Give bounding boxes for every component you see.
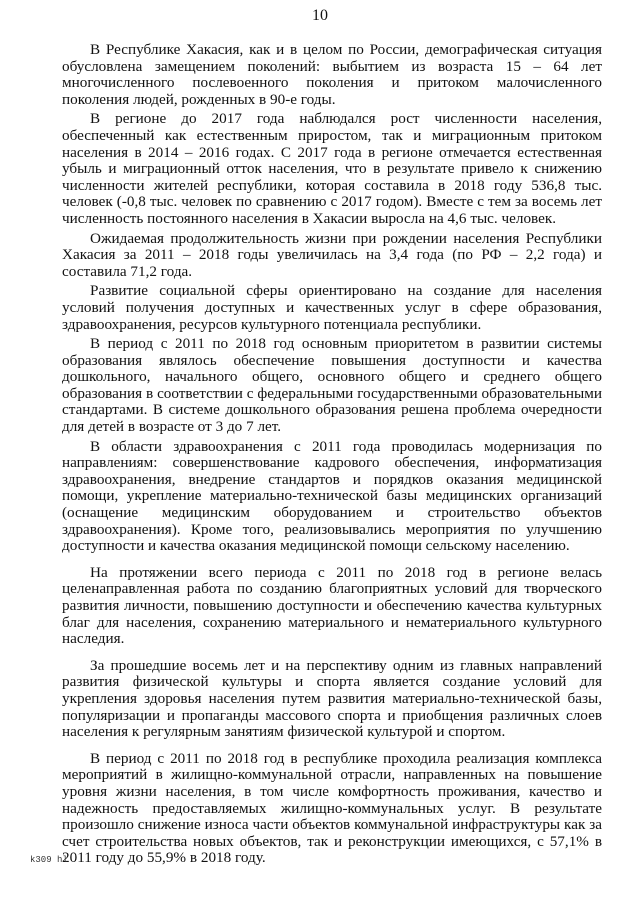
page-number: 10 bbox=[312, 7, 328, 24]
paragraph-population: В регионе до 2017 года наблюдался рост численности населения, обеспеченный как естественным приростом, так и миграционным притоком населения в 2014 – 2016 годах. С 2017 года в регионе отмечается естественная убыль и миграционный отток населения, что в результате привело к снижению численности жителей республики, которая составила в 2018 году 536,8 тыс. человек (-0,8 тыс. человек по сравнению с 2017 годом). Вместе с тем за восемь лет численность постоянного населения в Хакасии выросла на 4,6 тыс. человек. bbox=[62, 110, 602, 227]
document-code: k309 hl bbox=[30, 855, 68, 865]
paragraph-education: В период с 2011 по 2018 год основным приоритетом в развитии системы образования являлось обеспечение повышения доступности и качества дошкольного, начального общего, основного общего и среднего общего образования в соответствии с федеральными государственными образовательными стандартами. В системе дошкольного образования решена проблема очередности для детей в возрасте от 3 до 7 лет. bbox=[62, 335, 602, 436]
document-body bbox=[62, 42, 602, 870]
paragraph-demography: В Республике Хакасия, как и в целом по России, демографическая ситуация обусловлена замещением поколений: выбытием из возраста 15 – 64 лет многочисленного послевоенного поколения и притоком малочисленного поколения людей, рожденных в 90-е годы. bbox=[62, 41, 602, 108]
paragraph-healthcare: В области здравоохранения с 2011 года проводилась модернизация по направлениям: совершенствование кадрового обеспечения, информатизация здравоохранения, внедрение стандартов и порядков оказания медицинской помощи, укрепление материально-технической базы медицинских организаций (оснащение медицинским оборудованием и строительство объектов здравоохранения). Кроме того, реализовывались мероприятия по улучшению доступности и качества оказания медицинской помощи сельскому населению. bbox=[62, 437, 602, 555]
paragraph-sport: За прошедшие восемь лет и на перспективу одним из главных направлений развития физической культуры и спорта является создание условий для укрепления здоровья населения путем развития материально-технической базы, популяризации и пропаганды массового спорта и приобщения различных слоев населения к регулярным занятиям физической культурой и спортом. bbox=[62, 656, 602, 741]
paragraph-social-sphere: Развитие социальной сферы ориентировано на создание для населения условий получения доступных и качественных услуг в сфере образования, здравоохранения, ресурсов культурного потенциала республики. bbox=[62, 282, 602, 333]
paragraph-life-expectancy: Ожидаемая продолжительность жизни при рождении населения Республики Хакасия за 2011 – 2018 годы увеличилась на 3,4 года (по РФ – 2,2 года) и составила 71,2 года. bbox=[62, 229, 602, 280]
paragraph-culture: На протяжении всего периода с 2011 по 2018 год в регионе велась целенаправленная работа по созданию благоприятных условий для творческого развития личности, повышению доступности и обеспечению качества культурных благ для населения, сохранению материального и нематериального культурного наследия. bbox=[62, 563, 602, 648]
paragraph-housing: В период с 2011 по 2018 год в республике проходила реализация комплекса мероприятий в жилищно-коммунальной отрасли, направленных на повышение уровня жизни населения, в том числе комфортность проживания, качество и надежность предоставляемых жилищно-коммунальных услуг. В результате произошло снижение износа части объектов коммунальной инфраструктуры как за счет строительства новых объектов, так и реконструкции имеющихся, с 57,1% в 2011 году до 55,9% в 2018 году. bbox=[62, 749, 602, 867]
